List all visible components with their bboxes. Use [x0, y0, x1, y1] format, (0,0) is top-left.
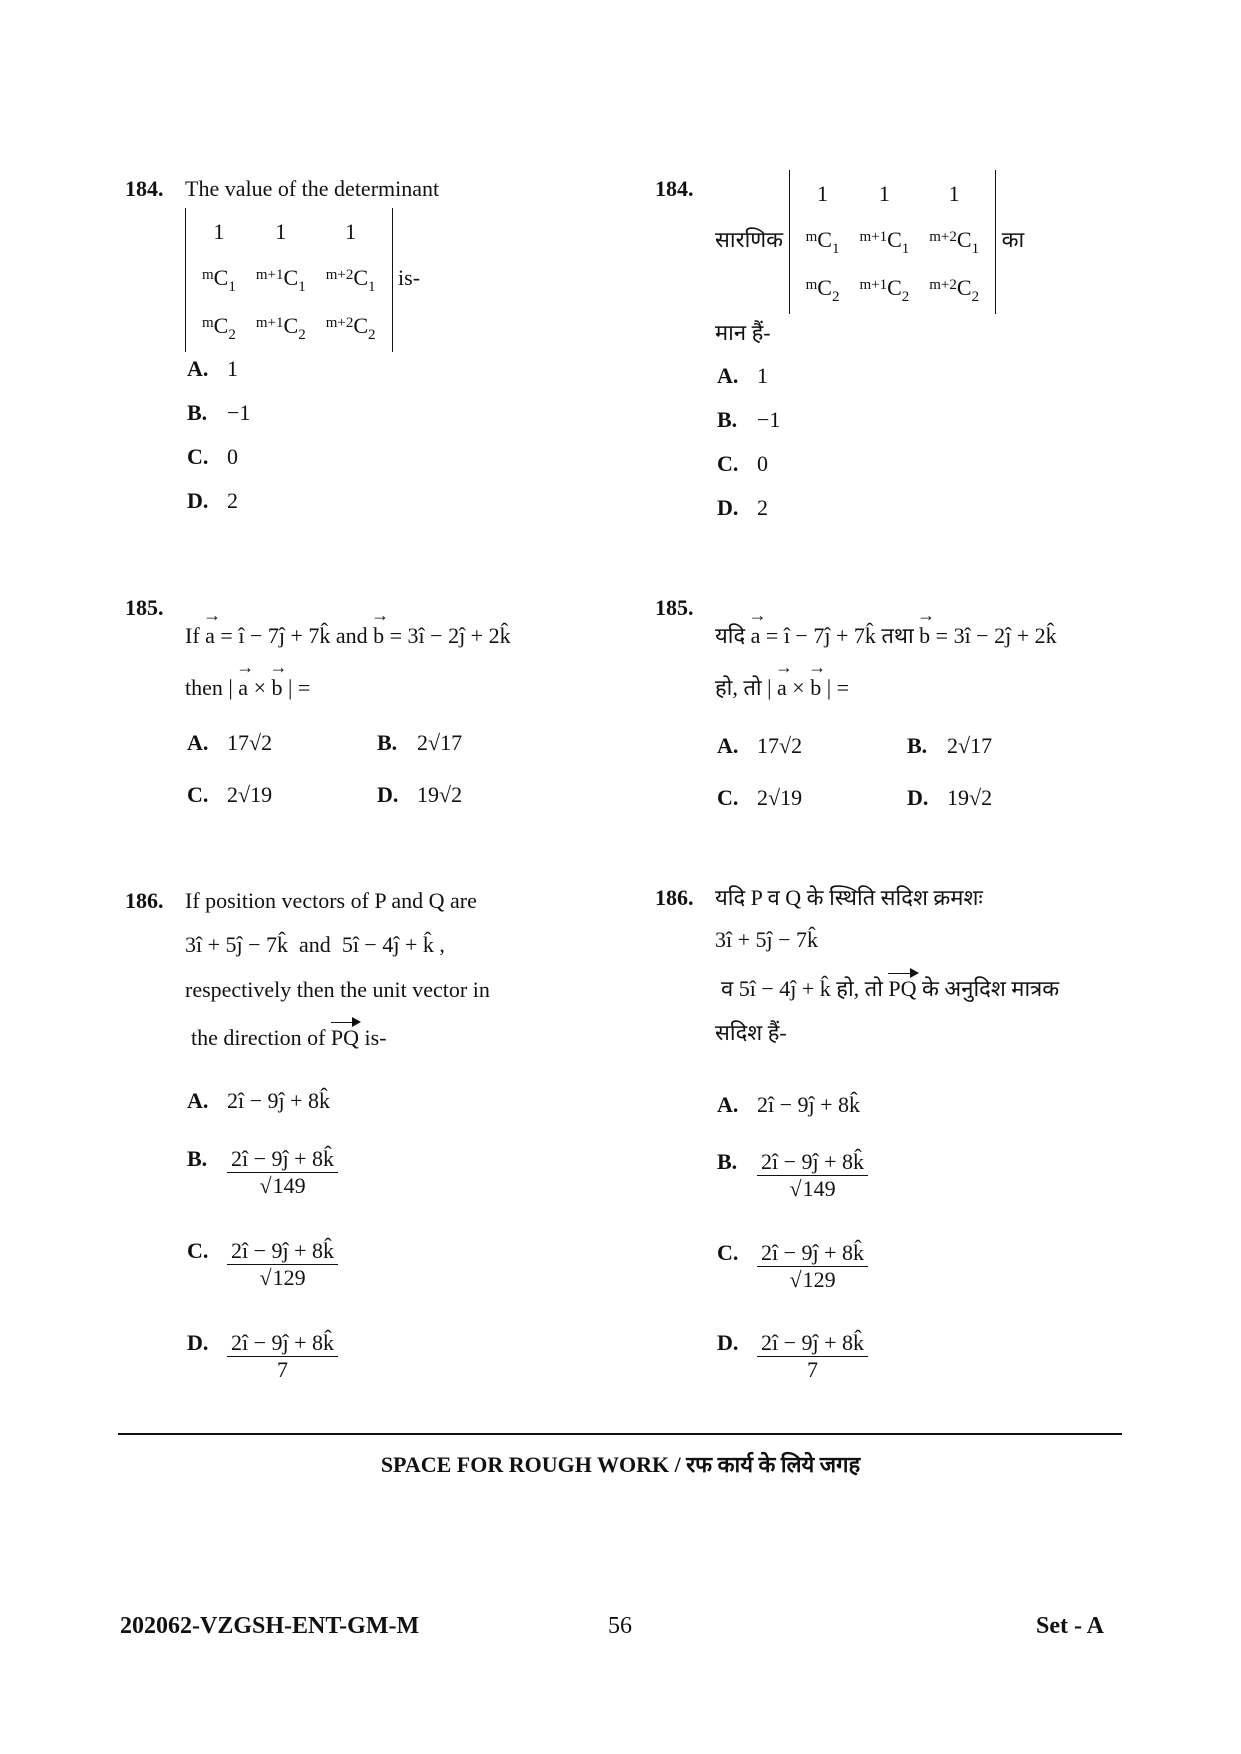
option-letter: C. — [717, 785, 739, 810]
denominator: 129 — [802, 1267, 836, 1292]
option-d[interactable]: D. $\frac{2î - 9ĵ + 8k̂}{7}$ — [717, 1330, 868, 1383]
denominator: 7 — [807, 1357, 819, 1382]
determinant-matrix: 1 1 1 $^mC_1$ $^{m+1}C_1$ $^{m+2}C_1$ $^mC_2$ $^{m+1}C_2$ $^{m+2}C_2$ — [185, 208, 393, 352]
option-b[interactable] — [907, 733, 992, 759]
option-value: 19√2 — [417, 782, 463, 807]
option-d[interactable] — [907, 785, 992, 811]
question-line-4: the direction of PQ is- — [191, 1025, 387, 1051]
option-d[interactable] — [187, 488, 238, 514]
question-184-en — [125, 176, 605, 516]
option-c[interactable] — [187, 782, 272, 808]
option-value: 2√17 — [417, 730, 463, 755]
option-letter: C. — [717, 451, 739, 476]
question-line-4: सदिश हैं- — [715, 1020, 787, 1046]
option-value: 17√2 — [757, 733, 803, 758]
question-number: 185. — [125, 595, 164, 620]
option-a[interactable] — [187, 730, 272, 756]
option-letter: A. — [187, 356, 209, 381]
divider-line — [118, 1433, 1122, 1435]
vector-definition: यदि → a = î − 7ĵ + 7k̂ तथा → b = 3î − 2ĵ + 2k̂ — [715, 623, 1175, 649]
option-c[interactable]: C. $\frac{2î - 9ĵ + 8k̂}{√129}$ — [187, 1238, 338, 1291]
option-letter: B. — [717, 407, 738, 432]
option-value: −1 — [757, 407, 781, 432]
option-d[interactable] — [717, 495, 768, 521]
option-value: 2√19 — [757, 785, 803, 810]
question-line-2: 3î + 5ĵ − 7k̂ — [715, 927, 819, 953]
option-a[interactable] — [187, 356, 238, 382]
line-suffix: के अनुदिश मात्रक — [922, 975, 1060, 1001]
line-prefix: the direction of — [191, 1025, 326, 1051]
option-b[interactable] — [377, 730, 462, 756]
question-number: 186. — [125, 888, 164, 913]
rough-work-label: SPACE FOR ROUGH WORK / रफ कार्य के लिये जगह — [380, 1452, 861, 1477]
then-word: हो, तो — [715, 675, 762, 701]
option-value: 2√19 — [227, 782, 273, 807]
option-value: 2 — [227, 488, 238, 513]
option-letter: D. — [187, 488, 209, 513]
option-value: −1 — [227, 400, 251, 425]
cross-product-expr: हो, तो | → a × → b | = — [715, 675, 1175, 701]
option-d[interactable]: D. $\frac{2î - 9ĵ + 8k̂}{7}$ — [187, 1330, 338, 1383]
set-label: Set - A — [1036, 1613, 1104, 1639]
option-a[interactable] — [717, 733, 802, 759]
denominator: 129 — [272, 1265, 306, 1290]
option-value: 2√17 — [947, 733, 993, 758]
denominator: 7 — [277, 1357, 289, 1382]
option-value: 1 — [227, 356, 238, 381]
option-letter: B. — [187, 1146, 208, 1171]
option-b[interactable]: B. $\frac{2î - 9ĵ + 8k̂}{√149}$ — [187, 1146, 338, 1199]
option-letter: A. — [187, 1088, 209, 1113]
and-word: and — [335, 623, 368, 648]
and-word: तथा — [881, 623, 914, 648]
question-prefix: सारणिक — [715, 227, 784, 253]
option-d[interactable] — [377, 782, 462, 808]
question-line-2: 3î + 5ĵ − 7k̂ and 5î − 4ĵ + k̂ , — [185, 932, 445, 958]
paper-code: 202062-VZGSH-ENT-GM-M — [120, 1613, 420, 1639]
question-line-1: यदि P व Q के स्थिति सदिश क्रमशः — [715, 885, 983, 910]
option-c[interactable] — [717, 451, 768, 477]
option-letter: C. — [187, 1238, 209, 1263]
question-number: 184. — [125, 176, 164, 201]
option-letter: C. — [187, 782, 209, 807]
question-line-1: If position vectors of P and Q are — [185, 888, 477, 913]
option-value: 2 — [757, 495, 768, 520]
option-b[interactable]: B. $\frac{2î - 9ĵ + 8k̂}{√149}$ — [717, 1149, 868, 1202]
option-letter: B. — [717, 1149, 738, 1174]
option-a[interactable] — [717, 363, 768, 389]
option-letter: A. — [717, 733, 739, 758]
option-value: 1 — [757, 363, 768, 388]
question-line-3: respectively then the unit vector in — [185, 976, 490, 1002]
option-letter: B. — [187, 400, 208, 425]
option-value: 19√2 — [947, 785, 993, 810]
question-184-hi — [655, 176, 1155, 526]
denominator: 149 — [272, 1173, 306, 1198]
option-value: 17√2 — [227, 730, 273, 755]
option-letter: C. — [187, 444, 209, 469]
question-line-3: व 5î − 4ĵ + k̂ हो, तो PQ के अनुदिश मात्रक — [721, 975, 1060, 1001]
question-185-hi — [655, 595, 1175, 835]
option-a[interactable]: A. 2î − 9ĵ + 8k̂ — [717, 1092, 861, 1117]
option-letter: B. — [377, 730, 398, 755]
option-letter: D. — [907, 785, 929, 810]
option-letter: A. — [717, 1092, 739, 1117]
option-letter: A. — [717, 363, 739, 388]
question-suffix: का — [1001, 227, 1025, 253]
question-line-2: मान हैं- — [715, 320, 771, 345]
option-a[interactable]: A. 2î − 9ĵ + 8k̂ — [187, 1088, 331, 1113]
option-letter: D. — [187, 1330, 209, 1355]
question-number: 186. — [655, 885, 694, 910]
and-word: and — [299, 932, 331, 958]
if-word: यदि — [715, 623, 746, 648]
line-prefix: व — [721, 975, 734, 1001]
option-letter: D. — [717, 495, 739, 520]
line-suffix: is- — [364, 1025, 387, 1051]
determinant-matrix: 1 1 1 $^mC_1$ $^{m+1}C_1$ $^{m+2}C_1$ $^mC_2$ $^{m+1}C_2$ $^{m+2}C_2$ — [789, 170, 997, 314]
page-number: 56 — [608, 1613, 632, 1639]
option-value: 0 — [757, 451, 768, 476]
question-text: The value of the determinant — [185, 176, 440, 201]
then-word: then — [185, 675, 223, 701]
if-word: If — [185, 623, 200, 648]
question-186-en — [125, 888, 605, 1408]
question-number: 185. — [655, 595, 694, 620]
option-c[interactable]: C. $\frac{2î - 9ĵ + 8k̂}{√129}$ — [717, 1240, 868, 1293]
option-letter: D. — [377, 782, 399, 807]
question-suffix: is- — [398, 265, 421, 291]
question-186-hi — [655, 885, 1175, 1405]
option-c[interactable] — [187, 444, 238, 470]
option-b[interactable] — [187, 400, 250, 426]
option-value: 0 — [227, 444, 238, 469]
option-letter: B. — [907, 733, 928, 758]
option-letter: D. — [717, 1330, 739, 1355]
question-number: 184. — [655, 176, 694, 201]
option-letter: A. — [187, 730, 209, 755]
option-letter: C. — [717, 1240, 739, 1265]
option-c[interactable] — [717, 785, 802, 811]
cross-product-expr: then | → a × → b | = — [185, 675, 615, 701]
line-mid: हो, तो — [836, 975, 883, 1001]
vector-definition: If → a = î − 7ĵ + 7k̂ and → b = 3î − 2ĵ + 2k̂ — [185, 623, 615, 649]
option-b[interactable] — [717, 407, 780, 433]
denominator: 149 — [802, 1176, 836, 1201]
question-185-en — [125, 595, 605, 835]
